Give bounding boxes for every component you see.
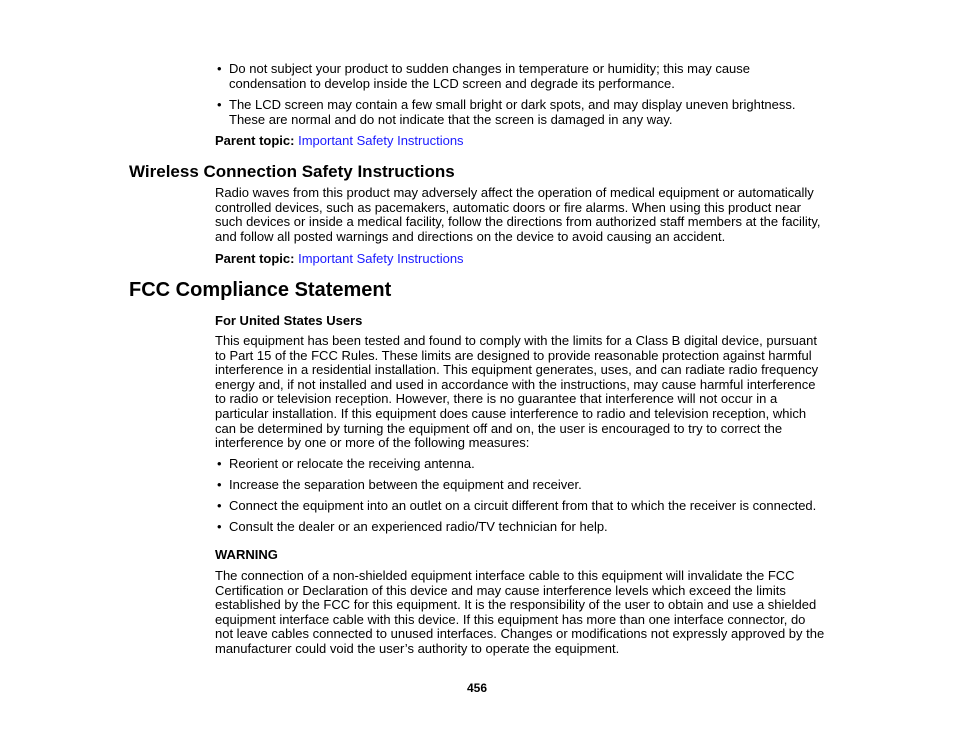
section-heading-wireless: Wireless Connection Safety Instructions xyxy=(129,162,455,181)
warning-paragraph: The connection of a non-shielded equipment interface cable to this equipment will invalidate the FCC Certification or Declaration of this device and may cause interference levels which exceed the limits established by the FCC for this equipment. It is the responsibility of the user to obtain and use a shielded equipment interface cable with this device. If this equipment has more than one interface connector, do not leave cables connected to unused interfaces. Changes or modifications not expressly approved by the manufacturer could void the user’s authority to operate the equipment. xyxy=(215,568,825,656)
parent-topic-label: Parent topic: xyxy=(215,251,295,266)
bullet-marker: • xyxy=(217,61,222,76)
list-item: Increase the separation between the equipment and receiver. xyxy=(229,477,582,492)
warning-heading: WARNING xyxy=(215,547,278,562)
bullet-marker: • xyxy=(217,519,222,534)
parent-topic-label: Parent topic: xyxy=(215,133,295,148)
parent-topic xyxy=(215,251,464,266)
fcc-paragraph: This equipment has been tested and found to comply with the limits for a Class B digital device, pursuant to Part 15 of the FCC Rules. These limits are designed to provide reasonable protection against harmful interference in a residential installation. This equipment generates, uses, and can radiate radio frequency energy and, if not installed and used in accordance with the instructions, may cause harmful interference to radio or television reception. However, there is no guarantee that interference will not occur in a particular installation. If this equipment does cause interference to radio and television reception, which can be determined by turning the equipment off and on, the user is encouraged to try to correct the interference by one or more of the following measures: xyxy=(215,333,819,451)
parent-topic-link[interactable]: Important Safety Instructions xyxy=(298,251,464,266)
list-item: Do not subject your product to sudden changes in temperature or humidity; this may cause condensation to develop inside the LCD screen and degrade its performance. xyxy=(229,61,751,91)
parent-topic xyxy=(215,133,464,148)
subheading-us-users: For United States Users xyxy=(215,313,363,328)
bullet-marker: • xyxy=(217,97,222,112)
wireless-paragraph: Radio waves from this product may adversely affect the operation of medical equipment or automatically controlled devices, such as pacemakers, automatic doors or fire alarms. When using this product near such devices or inside a medical facility, follow the directions from authorized staff members at the facility, and follow all posted warnings and directions on the device to avoid causing an accident. xyxy=(215,185,821,244)
section-heading-fcc: FCC Compliance Statement xyxy=(129,279,392,301)
list-item: Consult the dealer or an experienced radio/TV technician for help. xyxy=(229,519,608,534)
bullet-marker: • xyxy=(217,477,222,492)
list-item: The LCD screen may contain a few small bright or dark spots, and may display uneven brightness. These are normal and do not indicate that the screen is damaged in any way. xyxy=(229,97,796,127)
parent-topic-link[interactable]: Important Safety Instructions xyxy=(298,133,464,148)
list-item: Reorient or relocate the receiving antenna. xyxy=(229,456,475,471)
bullet-marker: • xyxy=(217,456,222,471)
bullet-marker: • xyxy=(217,498,222,513)
list-item: Connect the equipment into an outlet on a circuit different from that to which the receiver is connected. xyxy=(229,498,817,513)
page-number: 456 xyxy=(466,681,488,695)
